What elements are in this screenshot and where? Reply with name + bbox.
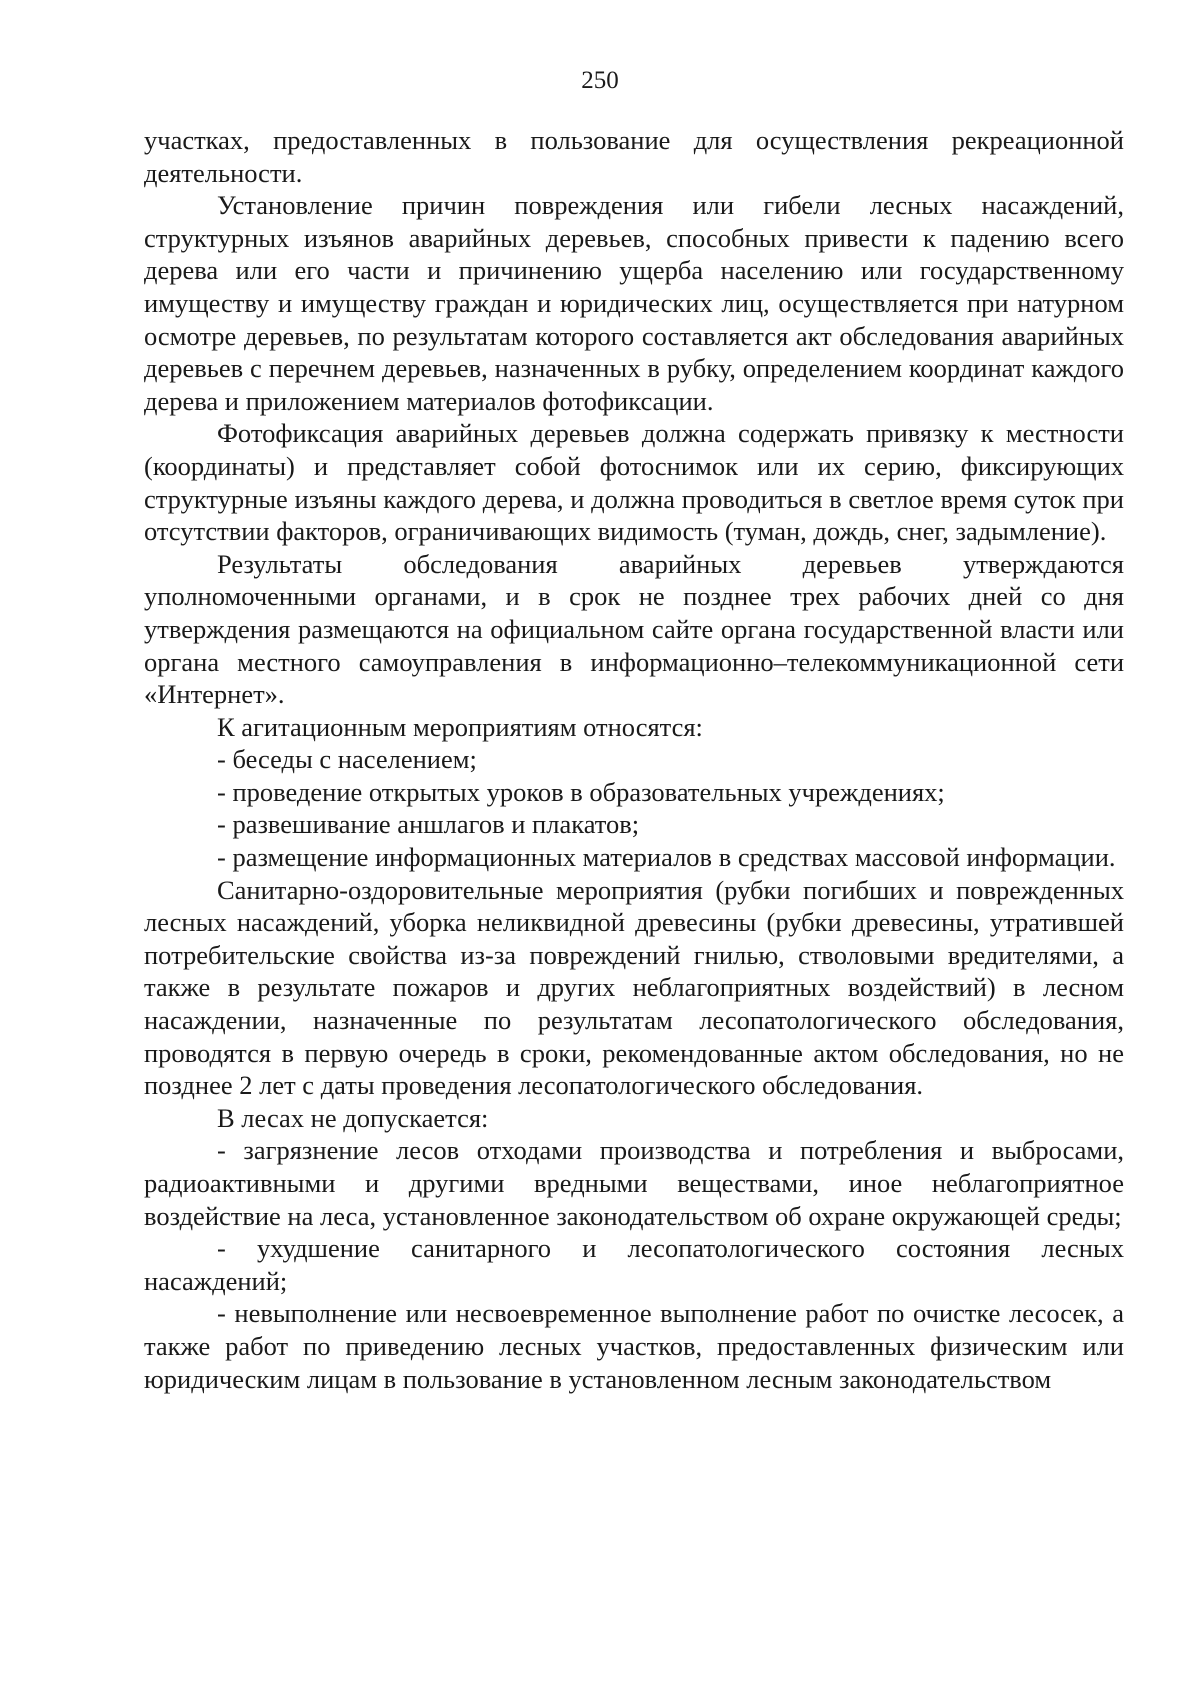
paragraph-sanitary-measures: Санитарно-оздоровительные мероприятия (рубки погибших и поврежденных лесных насаждений, уборка неликвидной древесины (рубки древесины, утратившей потребительские свойства из-за повреждений гнилью, стволовыми вредителями, а также в результате пожаров и других неблагоприятных воздействий) в лесном насаждении, назначенные по результатам лесопатологического обследования, проводятся в первую очередь в сроки, рекомендованные актом обследования, но не позднее 2 лет с даты проведения лесопатологического обследования. (144, 874, 1124, 1101)
page-number: 250 (581, 67, 619, 94)
list-item-conversations: - беседы с населением; (217, 744, 477, 775)
paragraph-photo-fixation: Фотофиксация аварийных деревьев должна содержать привязку к местности (координаты) и представляет собой фотоснимок или их серию, фиксирующих структурные изъяны каждого дерева, и должна проводиться в светлое время суток при отсутствии факторов, ограничивающих видимость (туман, дождь, снег, задымление). (144, 418, 1124, 547)
list-item-open-lessons: - проведение открытых уроков в образовательных учреждениях; (217, 776, 945, 807)
paragraph-continuation: участках, предоставленных в пользование для осуществления рекреационной деятельности. (144, 125, 1124, 188)
paragraph-survey-results: Результаты обследования аварийных деревьев утверждаются уполномоченными органами, и в срок не позднее трех рабочих дней со дня утверждения размещаются на официальном сайте органа государственной власти или органа местного самоуправления в информационно–телекоммуникационной сети «Интернет». (144, 548, 1124, 710)
list-item-posters: - развешивание аншлагов и плакатов; (217, 809, 640, 840)
paragraph-damage-causes: Установление причин повреждения или гибели лесных насаждений, структурных изъянов аварийных деревьев, способных привести к падению всего дерева или его части и причинению ущерба населению или государственному имуществу и имуществу граждан и юридических лиц, осуществляется при натурном осмотре деревьев, по результатам которого составляется акт обследования аварийных деревьев с перечнем деревьев, назначенных в рубку, определением координат каждого дерева и приложением материалов фотофиксации. (144, 190, 1124, 416)
list-item-logging-cleanup: - невыполнение или несвоевременное выполнение работ по очистке лесосек, а также работ по приведению лесных участков, предоставленных физическим или юридическим лицам в пользование в установленном лесным законодательством (144, 1298, 1124, 1394)
paragraph-prohibitions-intro: В лесах не допускается: (217, 1102, 489, 1133)
list-item-sanitary-condition: - ухудшение санитарного и лесопатологического состояния лесных насаждений; (144, 1233, 1124, 1296)
list-item-pollution: - загрязнение лесов отходами производства и потребления и выбросами, радиоактивными и другими вредными веществами, иное неблагоприятное воздействие на леса, установленное законодательством об охране окружающей среды; (144, 1135, 1124, 1231)
list-item-media: - размещение информационных материалов в средствах массовой информации. (217, 842, 1116, 873)
document-body (144, 124, 1124, 1395)
paragraph-agitation-intro: К агитационным мероприятиям относятся: (217, 711, 703, 742)
